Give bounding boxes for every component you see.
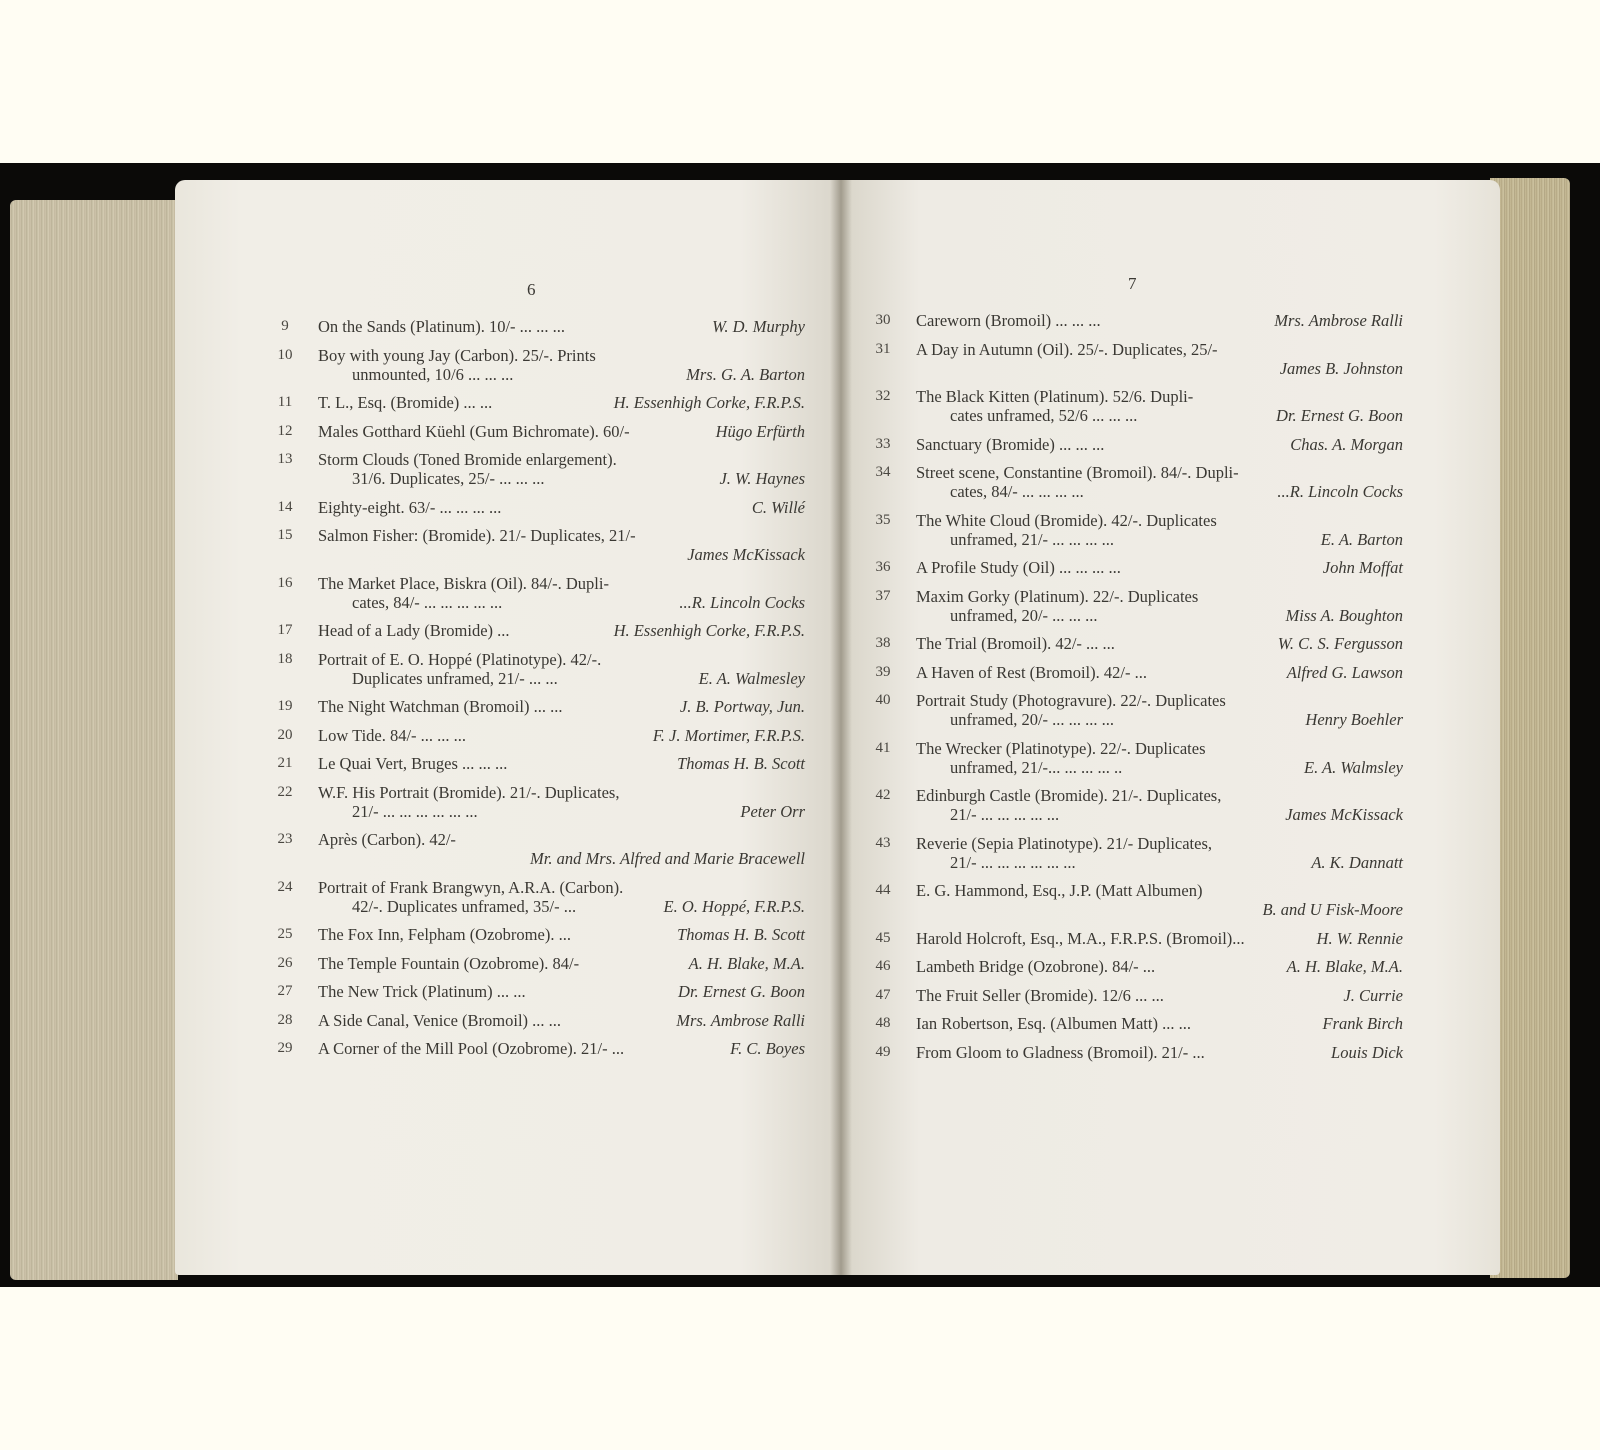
- entry-line: [868, 900, 1403, 919]
- entry-line: [868, 881, 1403, 900]
- entry-title: Sanctuary (Bromide) ... ... ...: [916, 434, 1105, 454]
- entry-line: [270, 954, 805, 973]
- entry-number: 49: [875, 1043, 891, 1060]
- entry-number: 27: [277, 983, 293, 999]
- catalogue-entry: [868, 786, 1403, 824]
- entry-line: [868, 834, 1403, 853]
- entry-author: A. K. Dannatt: [1311, 852, 1403, 872]
- entry-line: [868, 691, 1403, 710]
- entry-line: [868, 558, 1403, 577]
- entry-title: unframed, 21/-... ... ... ... ..: [950, 757, 1123, 777]
- entry-author: Miss A. Boughton: [1285, 605, 1403, 625]
- catalogue-entry: [868, 1014, 1403, 1033]
- entry-author: W. C. S. Fergusson: [1277, 634, 1403, 653]
- catalogue-entry: [868, 834, 1403, 872]
- book-page-edges-right: [1490, 178, 1570, 1278]
- entry-author: Henry Boehler: [1305, 710, 1403, 729]
- entry-author: Mrs. Ambrose Ralli: [1274, 311, 1403, 330]
- entry-title: 21/- ... ... ... ... ... ...: [352, 801, 478, 821]
- entry-number: 36: [875, 559, 891, 575]
- entry-line: [868, 311, 1403, 330]
- entry-number: 26: [277, 954, 293, 971]
- entry-line: [270, 783, 805, 802]
- entry-author: E. A. Walmsley: [1304, 757, 1403, 777]
- catalogue-entry: [270, 450, 805, 488]
- entry-author: H. Essenhigh Corke, F.R.P.S.: [613, 393, 805, 412]
- catalogue-entry: [270, 317, 805, 336]
- catalogue-entry: [270, 754, 805, 773]
- entry-number: 38: [875, 635, 891, 651]
- entry-author: A. H. Blake, M.A.: [1286, 957, 1403, 976]
- catalogue-entry: [270, 498, 805, 517]
- entry-title: 21/- ... ... ... ... ... ...: [950, 852, 1076, 872]
- entry-title: Males Gotthard Küehl (Gum Bichromate). 60/-: [318, 421, 630, 441]
- entry-title: Portrait of E. O. Hoppé (Platinotype). 42/-.: [318, 649, 602, 669]
- entry-number: 34: [875, 464, 891, 480]
- entry-line: [868, 406, 1403, 425]
- entry-title: 42/-. Duplicates unframed, 35/- ...: [352, 896, 577, 916]
- entry-line: [270, 878, 805, 897]
- entry-title: The Fox Inn, Felpham (Ozobrome). ...: [318, 925, 571, 944]
- entry-line: [270, 593, 805, 612]
- entry-line: [868, 758, 1403, 777]
- entry-number: 31: [875, 340, 891, 357]
- entry-title: cates, 84/- ... ... ... ...: [950, 482, 1084, 501]
- entry-number: 25: [277, 926, 293, 942]
- entry-line: [868, 739, 1403, 758]
- catalogue-entry: [270, 1011, 805, 1030]
- entry-line: [868, 606, 1403, 625]
- entry-title: Careworn (Bromoil) ... ... ...: [916, 311, 1101, 330]
- entry-title: The Fruit Seller (Bromide). 12/6 ... ...: [916, 985, 1164, 1005]
- entry-number: 14: [277, 498, 293, 515]
- entry-author: Peter Orr: [740, 801, 805, 821]
- catalogue-entry: [270, 574, 805, 612]
- entry-number: 48: [875, 1015, 891, 1031]
- entry-author: Dr. Ernest G. Boon: [1276, 406, 1403, 425]
- entry-title: Ian Robertson, Esq. (Albumen Matt) ... ...: [916, 1014, 1191, 1033]
- entry-number: 42: [875, 787, 891, 803]
- entry-number: 16: [277, 574, 293, 591]
- entry-author: James McKissack: [1285, 805, 1403, 824]
- entry-title: 31/6. Duplicates, 25/- ... ... ...: [352, 469, 545, 488]
- entry-number: 33: [875, 435, 891, 452]
- entry-title: The New Trick (Platinum) ... ...: [318, 982, 526, 1001]
- entry-line: [270, 982, 805, 1001]
- entry-author: F. C. Boyes: [730, 1039, 805, 1058]
- entry-title: T. L., Esq. (Bromide) ... ...: [318, 393, 493, 412]
- entry-title: Salmon Fisher: (Bromide). 21/- Duplicates, 21/-: [318, 526, 636, 545]
- entry-author: Alfred G. Lawson: [1286, 662, 1403, 682]
- entry-author: C. Willé: [751, 497, 805, 517]
- entry-line: [868, 511, 1403, 530]
- entry-line: [270, 726, 805, 745]
- entry-title: Low Tide. 84/- ... ... ...: [318, 725, 467, 745]
- entry-author: Thomas H. B. Scott: [677, 925, 805, 944]
- entry-title: cates, 84/- ... ... ... ... ...: [352, 592, 503, 612]
- catalogue-entry: [270, 621, 805, 640]
- entry-title: A Side Canal, Venice (Bromoil) ... ...: [318, 1010, 562, 1030]
- entry-line: [270, 754, 805, 773]
- entry-title: Duplicates unframed, 21/- ... ...: [352, 668, 558, 688]
- entry-line: [868, 957, 1403, 976]
- entry-title: 21/- ... ... ... ... ...: [950, 805, 1060, 824]
- catalogue-entry: [270, 830, 805, 868]
- entry-title: Le Quai Vert, Bruges ... ... ...: [318, 754, 508, 773]
- entry-line: [270, 849, 805, 868]
- entry-line: [868, 435, 1403, 454]
- entry-line: [868, 1014, 1403, 1033]
- entry-number: 46: [875, 958, 891, 974]
- entry-number: 29: [277, 1040, 293, 1056]
- entry-author: Mrs. Ambrose Ralli: [676, 1010, 805, 1030]
- entry-author: Hügo Erfürth: [715, 421, 805, 441]
- catalogue-entry: [868, 1043, 1403, 1062]
- entry-title: unframed, 20/- ... ... ...: [950, 605, 1098, 625]
- entry-line: [270, 469, 805, 488]
- catalogue-list-left: [270, 317, 805, 1068]
- entry-title: A Corner of the Mill Pool (Ozobrome). 21/- ...: [318, 1039, 625, 1058]
- catalogue-entry: [868, 435, 1403, 454]
- entry-line: [270, 669, 805, 688]
- entry-author: Mrs. G. A. Barton: [686, 364, 805, 384]
- entry-author: Mr. and Mrs. Alfred and Marie Bracewell: [530, 849, 805, 868]
- left-page-number: 6: [527, 280, 536, 299]
- entry-author: Louis Dick: [1331, 1042, 1403, 1062]
- entry-line: [868, 359, 1403, 378]
- entry-line: [868, 634, 1403, 653]
- entry-line: [270, 1011, 805, 1030]
- entry-title: The White Cloud (Bromide). 42/-. Duplicates: [916, 510, 1217, 530]
- entry-title: The Black Kitten (Platinum). 52/6. Dupli-: [916, 387, 1194, 406]
- entry-title: From Gloom to Gladness (Bromoil). 21/- ...: [916, 1042, 1205, 1062]
- entry-line: [270, 545, 805, 564]
- entry-title: The Night Watchman (Bromoil) ... ...: [318, 697, 563, 716]
- catalogue-entry: [868, 558, 1403, 577]
- entry-number: 18: [277, 650, 293, 667]
- entry-number: 28: [277, 1011, 293, 1028]
- entry-number: 24: [277, 878, 293, 895]
- catalogue-entry: [270, 954, 805, 973]
- entry-number: 35: [875, 511, 891, 528]
- catalogue-entry: [868, 311, 1403, 330]
- entry-line: [270, 802, 805, 821]
- catalogue-entry: [270, 925, 805, 944]
- entry-number: 19: [277, 698, 293, 714]
- entry-line: [868, 710, 1403, 729]
- entry-author: F. J. Mortimer, F.R.P.S.: [652, 725, 805, 745]
- entry-line: [868, 387, 1403, 406]
- entry-number: 37: [875, 587, 891, 604]
- entry-author: ...R. Lincoln Cocks: [679, 592, 805, 612]
- entry-number: 13: [277, 451, 293, 467]
- entry-author: J. B. Portway, Jun.: [679, 697, 805, 716]
- entry-title: The Trial (Bromoil). 42/- ... ...: [916, 634, 1115, 653]
- catalogue-entry: [868, 957, 1403, 976]
- entry-line: [270, 1039, 805, 1058]
- catalogue-entry: [270, 422, 805, 441]
- entry-author: B. and U Fisk-Moore: [1262, 900, 1403, 919]
- entry-line: [270, 830, 805, 849]
- entry-line: [868, 786, 1403, 805]
- entry-line: [270, 422, 805, 441]
- entry-line: [270, 393, 805, 412]
- entry-author: E. A. Walmesley: [698, 668, 805, 688]
- book-page-edges-left: [10, 200, 178, 1280]
- entry-line: [868, 929, 1403, 948]
- entry-line: [868, 853, 1403, 872]
- catalogue-entry: [270, 878, 805, 916]
- entry-author: James B. Johnston: [1279, 358, 1403, 378]
- entry-line: [270, 650, 805, 669]
- entry-title: Head of a Lady (Bromide) ...: [318, 621, 510, 640]
- entry-author: Frank Birch: [1322, 1014, 1403, 1033]
- catalogue-entry: [270, 982, 805, 1001]
- entry-number: 15: [277, 527, 293, 543]
- entry-number: 22: [277, 783, 293, 800]
- entry-title: The Market Place, Biskra (Oil). 84/-. Dupli-: [318, 573, 609, 593]
- entry-number: 30: [875, 312, 891, 328]
- entry-number: 41: [875, 739, 891, 756]
- entry-title: W.F. His Portrait (Bromide). 21/-. Duplicates,: [318, 782, 620, 802]
- entry-title: Portrait Study (Photogravure). 22/-. Duplicates: [916, 691, 1226, 710]
- entry-number: 11: [277, 394, 293, 410]
- catalogue-entry: [868, 587, 1403, 625]
- entry-title: Reverie (Sepia Platinotype). 21/- Duplicates,: [916, 833, 1213, 853]
- catalogue-entry: [270, 1039, 805, 1058]
- catalogue-entry: [270, 697, 805, 716]
- entry-title: The Temple Fountain (Ozobrome). 84/-: [318, 953, 580, 973]
- entry-number: 44: [875, 882, 891, 898]
- catalogue-entry: [868, 340, 1403, 378]
- entry-title: A Day in Autumn (Oil). 25/-. Duplicates, 25/-: [916, 339, 1218, 359]
- entry-line: [270, 621, 805, 640]
- entry-line: [270, 697, 805, 716]
- entry-number: 40: [875, 692, 891, 708]
- entry-author: John Moffat: [1322, 558, 1403, 577]
- entry-number: 12: [277, 422, 293, 439]
- entry-title: unmounted, 10/6 ... ... ...: [352, 364, 514, 384]
- book-gutter: [830, 180, 852, 1275]
- entry-title: Portrait of Frank Brangwyn, A.R.A. (Carbon).: [318, 877, 624, 897]
- entry-number: 39: [875, 663, 891, 680]
- entry-line: [270, 346, 805, 365]
- catalogue-entry: [270, 346, 805, 384]
- entry-author: A. H. Blake, M.A.: [688, 953, 805, 973]
- entry-line: [868, 482, 1403, 501]
- entry-author: Thomas H. B. Scott: [677, 754, 805, 773]
- entry-number: 23: [277, 831, 293, 847]
- entry-title: On the Sands (Platinum). 10/- ... ... ...: [318, 317, 566, 336]
- entry-title: Après (Carbon). 42/-: [318, 830, 456, 849]
- entry-number: 9: [281, 318, 289, 334]
- entry-line: [868, 986, 1403, 1005]
- catalogue-entry: [868, 739, 1403, 777]
- catalogue-entry: [270, 726, 805, 745]
- catalogue-entry: [868, 929, 1403, 948]
- catalogue-entry: [868, 387, 1403, 425]
- entry-line: [868, 340, 1403, 359]
- entry-line: [868, 530, 1403, 549]
- entry-line: [868, 587, 1403, 606]
- entry-title: Street scene, Constantine (Bromoil). 84/-. Dupli-: [916, 463, 1239, 482]
- catalogue-entry: [868, 511, 1403, 549]
- entry-number: 10: [277, 346, 293, 363]
- entry-title: unframed, 20/- ... ... ... ...: [950, 710, 1115, 729]
- entry-title: Harold Holcroft, Esq., M.A., F.R.P.S. (Bromoil)...: [916, 928, 1245, 948]
- entry-title: Maxim Gorky (Platinum). 22/-. Duplicates: [916, 586, 1199, 606]
- entry-author: E. A. Barton: [1320, 529, 1403, 549]
- entry-line: [270, 450, 805, 469]
- entry-title: E. G. Hammond, Esq., J.P. (Matt Albumen): [916, 881, 1203, 900]
- entry-line: [270, 498, 805, 517]
- entry-title: Boy with young Jay (Carbon). 25/-. Prints: [318, 345, 596, 365]
- catalogue-entry: [868, 986, 1403, 1005]
- entry-number: 43: [875, 834, 891, 851]
- entry-author: James McKissack: [687, 545, 805, 564]
- entry-author: Dr. Ernest G. Boon: [678, 982, 805, 1001]
- catalogue-entry: [270, 393, 805, 412]
- entry-line: [868, 663, 1403, 682]
- entry-line: [868, 1043, 1403, 1062]
- catalogue-entry: [270, 526, 805, 564]
- entry-title: A Haven of Rest (Bromoil). 42/- ...: [916, 662, 1147, 682]
- entry-number: 32: [875, 388, 891, 404]
- entry-author: J. W. Haynes: [719, 469, 805, 488]
- entry-author: H. W. Rennie: [1316, 928, 1403, 948]
- catalogue-entry: [270, 650, 805, 688]
- entry-author: J. Currie: [1343, 985, 1403, 1005]
- entry-title: A Profile Study (Oil) ... ... ... ...: [916, 558, 1121, 577]
- entry-line: [270, 317, 805, 336]
- entry-author: E. O. Hoppé, F.R.P.S.: [663, 896, 805, 916]
- catalogue-entry: [868, 691, 1403, 729]
- entry-title: Eighty-eight. 63/- ... ... ... ...: [318, 497, 502, 517]
- right-page-number: 7: [1128, 274, 1137, 293]
- entry-number: 20: [277, 726, 293, 743]
- entry-line: [270, 365, 805, 384]
- entry-title: The Wrecker (Platinotype). 22/-. Duplicates: [916, 738, 1206, 758]
- catalogue-entry: [868, 463, 1403, 501]
- entry-number: 21: [277, 755, 293, 771]
- entry-title: Edinburgh Castle (Bromide). 21/-. Duplicates,: [916, 786, 1222, 805]
- entry-number: 47: [875, 986, 891, 1003]
- entry-author: Chas. A. Morgan: [1290, 434, 1403, 454]
- entry-title: cates unframed, 52/6 ... ... ...: [950, 406, 1138, 425]
- entry-line: [868, 805, 1403, 824]
- entry-author: H. Essenhigh Corke, F.R.P.S.: [613, 621, 805, 640]
- entry-line: [270, 574, 805, 593]
- entry-title: Storm Clouds (Toned Bromide enlargement).: [318, 450, 617, 469]
- entry-line: [270, 925, 805, 944]
- entry-author: ...R. Lincoln Cocks: [1277, 482, 1403, 501]
- entry-number: 45: [875, 929, 891, 946]
- entry-number: 17: [277, 622, 293, 638]
- entry-title: unframed, 21/- ... ... ... ...: [950, 529, 1115, 549]
- entry-author: W. D. Murphy: [712, 317, 805, 336]
- catalogue-entry: [868, 881, 1403, 919]
- entry-line: [868, 463, 1403, 482]
- entry-title: Lambeth Bridge (Ozobrone). 84/- ...: [916, 957, 1156, 976]
- entry-line: [270, 526, 805, 545]
- catalogue-entry: [868, 663, 1403, 682]
- entry-line: [270, 897, 805, 916]
- catalogue-list-right: [868, 311, 1403, 1071]
- catalogue-entry: [270, 783, 805, 821]
- catalogue-entry: [868, 634, 1403, 653]
